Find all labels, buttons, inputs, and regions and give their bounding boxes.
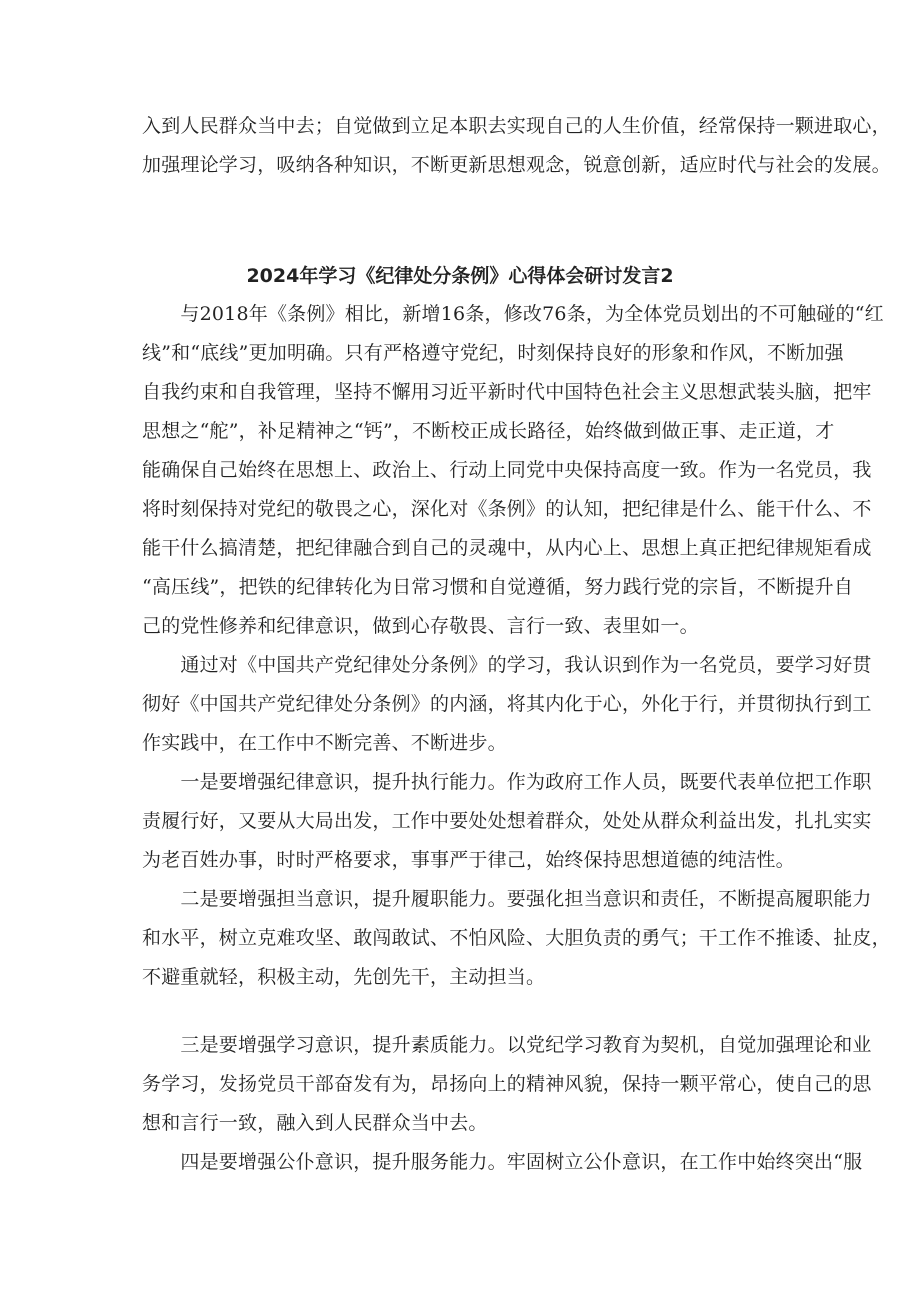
intro-line-1: 入到人民群众当中去；自觉做到立足本职去实现自己的人生价值，经常保持一颗进取心， xyxy=(142,115,891,137)
paragraph1-line-8: “高压线”，把铁的纪律转化为日常习惯和自觉遵循，努力践行党的宗旨，不断提升自 xyxy=(142,576,854,598)
paragraph4-line-2: 和水平，树立克难攻坚、敢闯敢试、不怕风险、大胆负责的勇气；干工作不推诿、扯皮， xyxy=(142,927,891,949)
paragraph3-line-2: 责履行好，又要从大局出发，工作中要处处想着群众，处处从群众利益出发，扎扎实实 xyxy=(142,810,872,832)
paragraph5-line-2: 务学习，发扬党员干部奋发有为，昂扬向上的精神风貌，保持一颗平常心，使自己的思 xyxy=(142,1073,872,1095)
paragraph2-line-3: 作实践中，在工作中不断完善、不断进步。 xyxy=(142,732,507,754)
paragraph5-line-3: 想和言行一致，融入到人民群众当中去。 xyxy=(142,1112,488,1134)
paragraph1-line-5: 能确保自己始终在思想上、政治上、行动上同党中央保持高度一致。作为一名党员，我 xyxy=(142,459,872,481)
paragraph4-line-1: 二是要增强担当意识，提升履职能力。要强化担当意识和责任，不断提高履职能力 xyxy=(142,888,872,910)
paragraph4-line-3: 不避重就轻，积极主动，先创先干，主动担当。 xyxy=(142,966,546,988)
paragraph6-line-1: 四是要增强公仆意识，提升服务能力。牢固树立公仆意识，在工作中始终突出“服 xyxy=(142,1151,863,1173)
paragraph1-line-9: 己的党性修养和纪律意识，做到心存敬畏、言行一致、表里如一。 xyxy=(142,615,699,637)
paragraph3-line-3: 为老百姓办事，时时严格要求，事事严于律己，始终保持思想道德的纯洁性。 xyxy=(142,849,795,871)
paragraph1-line-2: 线”和“底线”更加明确。只有严格遵守党纪，时刻保持良好的形象和作风，不断加强 xyxy=(142,342,844,364)
paragraph1-line-4: 思想之“舵”，补足精神之“钙”，不断校正成长路径，始终做到做正事、走正道，才 xyxy=(142,420,835,442)
paragraph2-line-2: 彻好《中国共产党纪律处分条例》的内涵，将其内化于心，外化于行，并贯彻执行到工 xyxy=(142,693,872,715)
paragraph3-line-1: 一是要增强纪律意识，提升执行能力。作为政府工作人员，既要代表单位把工作职 xyxy=(142,771,872,793)
paragraph1-line-7: 能干什么搞清楚，把纪律融合到自己的灵魂中，从内心上、思想上真正把纪律规矩看成 xyxy=(142,537,872,559)
intro-line-2: 加强理论学习，吸纳各种知识，不断更新思想观念，锐意创新，适应时代与社会的发展。 xyxy=(142,154,891,176)
paragraph1-line-1: 与2018年《条例》相比，新增16条，修改76条，为全体党员划出的不可触碰的“红 xyxy=(142,303,884,325)
section-title: 2024年学习《纪律处分条例》心得体会研讨发言2 xyxy=(246,265,674,287)
paragraph5-line-1: 三是要增强学习意识，提升素质能力。以党纪学习教育为契机，自觉加强理论和业 xyxy=(142,1034,872,1056)
paragraph2-line-1: 通过对《中国共产党纪律处分条例》的学习，我认识到作为一名党员，要学习好贯 xyxy=(142,654,872,676)
paragraph1-line-3: 自我约束和自我管理，坚持不懈用习近平新时代中国特色社会主义思想武装头脑，把牢 xyxy=(142,381,872,403)
paragraph1-line-6: 将时刻保持对党纪的敬畏之心，深化对《条例》的认知，把纪律是什么、能干什么、不 xyxy=(142,498,872,520)
